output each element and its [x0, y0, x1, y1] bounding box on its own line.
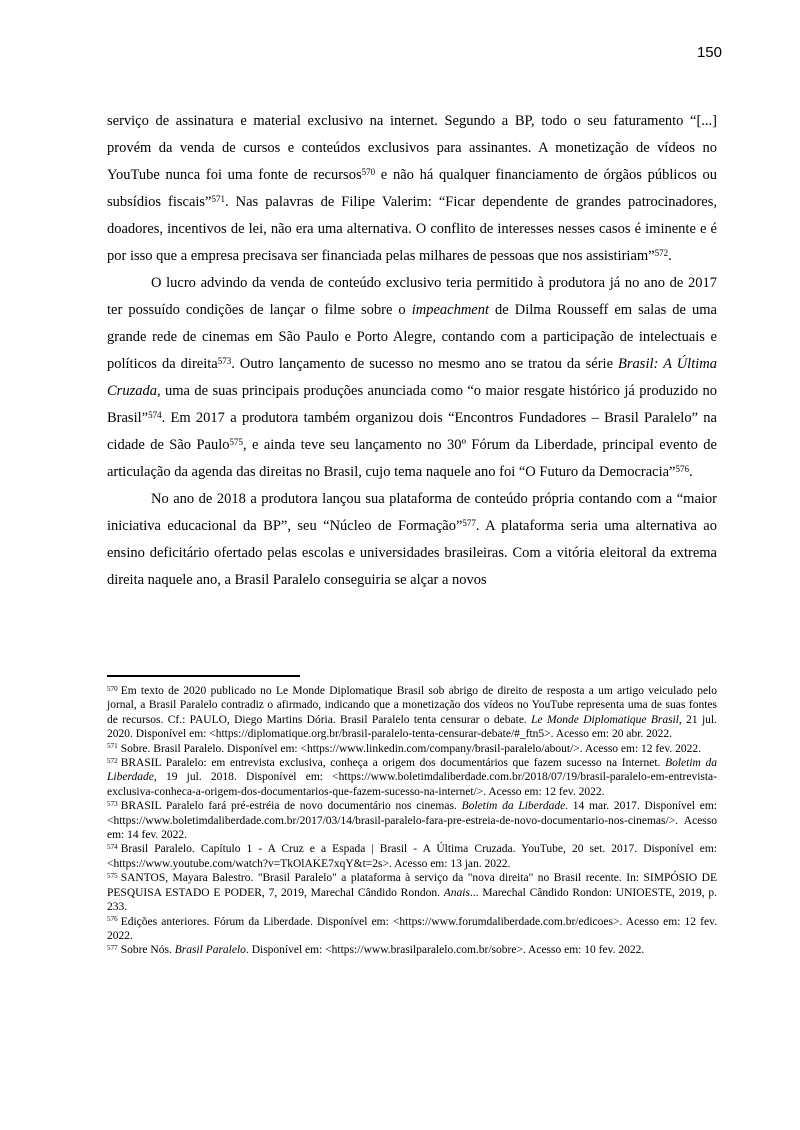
- footnote-number: 571: [107, 742, 118, 751]
- text-run: BRASIL Paralelo: em entrevista exclusiva, conheça a origem dos documentários que fazem sucesso na Internet.: [120, 757, 666, 770]
- footnote-item: [107, 915, 717, 944]
- italic-text: Boletim da Liberdade: [461, 800, 566, 813]
- italic-text: Brasil: A Última Cruzada: [107, 356, 717, 399]
- text-run: Edições anteriores. Fórum da Liberdade. Disponível em: <https://www.forumdaliberdade.com.br/edicoes>. Acesso em: 12 fev. 2022.: [107, 915, 717, 942]
- footnote-number: 576: [107, 915, 118, 924]
- footnote-number: 574: [107, 843, 118, 852]
- footnote-reference: 577: [462, 517, 476, 528]
- footnote-number: 577: [107, 944, 118, 953]
- footnote-reference: 572: [654, 247, 669, 258]
- text-run: No ano de 2018 a produtora lançou sua plataforma de conteúdo própria contando com a “maior iniciativa educacional da BP”, seu “Núcleo de Formação”: [107, 491, 717, 534]
- text-run: . Outro lançamento de sucesso no mesmo ano se tratou da série: [231, 356, 619, 372]
- page-number: 150: [696, 44, 722, 61]
- text-run: BRASIL Paralelo fará pré-estréia de novo documentário nos cinemas.: [120, 800, 462, 813]
- footnote-item: [107, 799, 717, 842]
- footnote-number: 573: [107, 800, 118, 809]
- text-run: Brasil Paralelo. Capítulo 1 - A Cruz e a Espada | Brasil - A Última Cruzada. YouTube, 20 set. 2017. Disponível em: <https://www.youtube.com/watch?v=TkOlAKE7xqY&t=2s>. Acesso em: 13 jan. 2022.: [107, 843, 717, 870]
- body-paragraph: [107, 270, 717, 486]
- text-run: . Nas palavras de Filipe Valerim: “Ficar dependente de grandes patrocinadores, doadores, incentivos de lei, não era uma alternativa. O conflito de interesses nesses casos é iminente e é por isso que a empresa precisava ser financiada pelas milhares de pessoas que nos assistiriam”: [107, 194, 717, 264]
- text-run: Sobre. Brasil Paralelo. Disponível em: <https://www.linkedin.com/company/brasil-paralelo/about/>. Acesso em: 12 fev. 2022.: [120, 742, 701, 755]
- body-paragraph: [107, 108, 717, 270]
- footnotes-list: [107, 684, 717, 958]
- italic-text: Le Monde Diplomatique Brasil,: [531, 713, 682, 726]
- footnote-reference: 574: [148, 409, 162, 420]
- footnote-number: 570: [107, 684, 118, 693]
- footnote-number: 572: [107, 756, 118, 765]
- text-run: de Dilma Rousseff em salas de uma grande rede de cinemas em São Paulo e Porto Alegre, contando com a participação de intelectuais e políticos da direita: [107, 302, 717, 372]
- footnote-item: [107, 943, 717, 957]
- footnote-reference: 570: [361, 166, 376, 177]
- footnote-item: [107, 756, 717, 799]
- text-run: e não há qualquer financiamento de órgãos públicos ou subsídios fiscais”: [107, 167, 717, 210]
- text-run: .: [668, 248, 672, 264]
- body-paragraph: [107, 486, 717, 594]
- footnote-reference: 571: [211, 193, 225, 204]
- body-text: [107, 108, 717, 594]
- text-run: Sobre Nós.: [120, 944, 175, 957]
- text-run: ... Marechal Cândido Rondon: UNIOESTE, 2019, p. 233.: [107, 886, 717, 914]
- text-run: .: [688, 464, 693, 480]
- text-run: SANTOS, Mayara Balestro. "Brasil Paralelo" a plataforma à serviço da "nova direita" no Brasil recente. In: SIMPÓSIO DE PESQUISA ESTADO E PODER, 7, 2019, Marechal Cândido Rondon.: [107, 872, 717, 899]
- italic-text: Anais: [443, 886, 470, 899]
- italic-text: Boletim da Liberdade: [107, 757, 717, 784]
- text-run: , 19 jul. 2018. Disponível em: <https://www.boletimdaliberdade.com.br/2018/07/19/brasil-paralelo-em-entrevista-exclusiva-conheca-a-origem-dos-documentarios-que-fazem-sucesso-na-internet/>. Acesso em: 12 fev. 2022.: [107, 771, 717, 798]
- text-run: , e ainda teve seu lançamento no 30º Fórum da Liberdade, principal evento de articulação da agenda das direitas no Brasil, cujo tema naquele ano foi “O Futuro da Democracia”: [107, 437, 717, 480]
- footnote-item: [107, 871, 717, 914]
- footnote-number: 575: [107, 872, 118, 881]
- footnote-separator: [107, 675, 300, 677]
- text-run: . 14 mar. 2017. Disponível em: <https://www.boletimdaliberdade.com.br/2017/03/14/brasil-paralelo-fara-pre-estreia-de-novo-documentario-nos-cinemas/>. Acesso em: 14 fev. 2022.: [107, 800, 717, 842]
- italic-text: impeachment: [411, 302, 490, 318]
- footnote-item: [107, 742, 717, 756]
- text-run: serviço de assinatura e material exclusivo na internet. Segundo a BP, todo o seu faturamento “[...] provém da venda de cursos e conteúdos exclusivos para assinantes. A monetização de vídeos no YouTube nunca foi uma fonte de recursos: [107, 113, 717, 183]
- footnote-reference: 576: [675, 463, 689, 474]
- footnote-item: [107, 684, 717, 742]
- text-run: . Disponível em: <https://www.brasilparalelo.com.br/sobre>. Acesso em: 10 fev. 2022.: [245, 944, 645, 957]
- italic-text: Brasil Paralelo: [174, 944, 246, 957]
- text-run: 21 jul. 2020. Disponível em: <https://diplomatique.org.br/brasil-paralelo-tenta-censurar-debate/#_ftn5>. Acesso em: 20 abr. 2022.: [107, 713, 717, 741]
- text-run: . Em 2017 a produtora também organizou dois “Encontros Fundadores – Brasil Paralelo” na cidade de São Paulo: [107, 410, 717, 453]
- footnote-reference: 575: [229, 436, 243, 447]
- text-run: Em texto de 2020 publicado no Le Monde Diplomatique Brasil sob abrigo de direito de resposta a um artigo veiculado pelo jornal, a Brasil Paralelo contradiz o afirmado, indicando que a monetização dos vídeos no YouTube representa uma de suas fontes de recursos. Cf.: PAULO, Diego Martins Dória. Brasil Paralelo tenta censurar o debate.: [107, 685, 717, 726]
- text-run: , uma de suas principais produções anunciada como “o maior resgate histórico já produzido no Brasil”: [107, 383, 717, 426]
- footnote-item: [107, 842, 717, 871]
- text-run: O lucro advindo da venda de conteúdo exclusivo teria permitido à produtora já no ano de 2017 ter possuído condições de lançar o filme sobre o: [107, 275, 717, 318]
- text-run: . A plataforma seria uma alternativa ao ensino deficitário ofertado pelas escolas e universidades brasileiras. Com a vitória eleitoral da extrema direita naquele ano, a Brasil Paralelo conseguiria se alçar a novos: [107, 518, 717, 588]
- footnote-reference: 573: [217, 355, 232, 366]
